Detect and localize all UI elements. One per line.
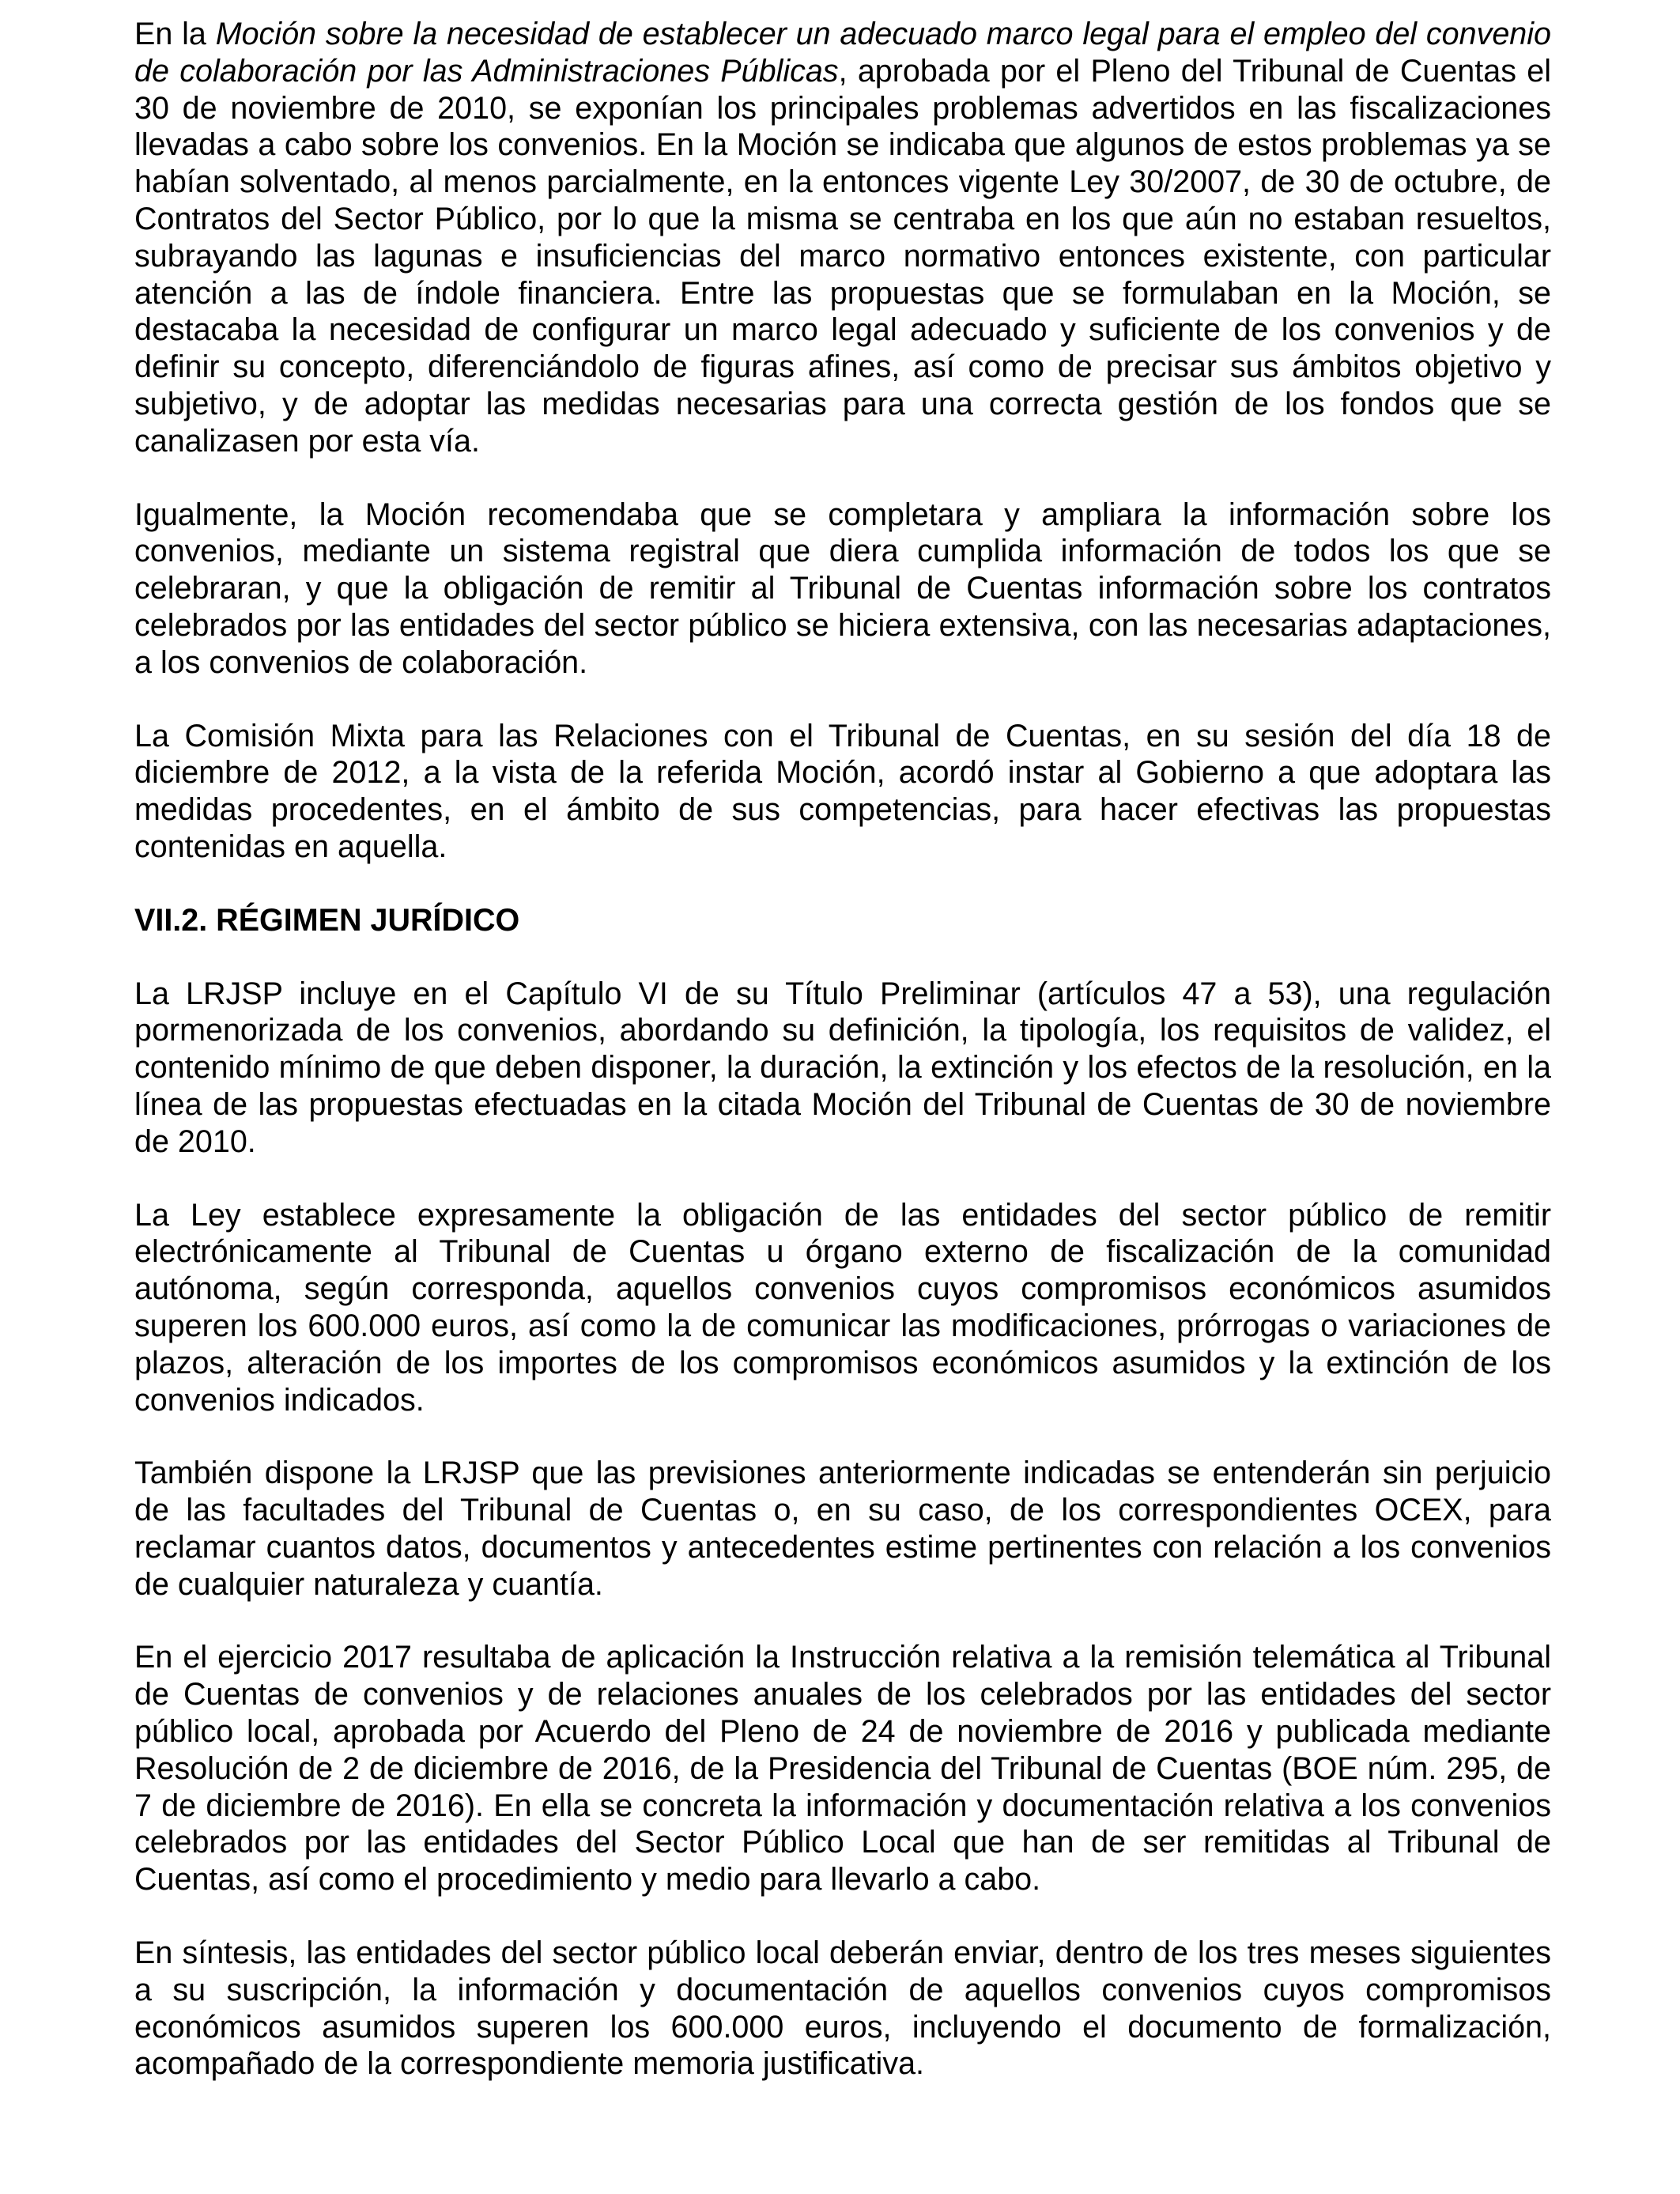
paragraph-obligacion: La Ley establece expresamente la obligación de las entidades del sector público de remitir electrónicamente al Tribunal de Cuentas u órgano externo de fiscalización de la comunidad autónoma, según corresponda, aquellos convenios cuyos compromisos económicos asumidos superen los 600.000 euros, así como la de comunicar las modificaciones, prórrogas o variaciones de plazos, alteración de los importes de los compromisos económicos asumidos y la extinción de los convenios indicados. bbox=[134, 1197, 1551, 1418]
paragraph-text: , aprobada por el Pleno del Tribunal de Cuentas el 30 de noviembre de 2010, se exponían los principales problemas advertidos en las fiscalizaciones llevadas a cabo sobre los convenios. En la Moción se indicaba que algunos de estos problemas ya se habían solventado, al menos parcialmente, en la entonces vigente Ley 30/2007, de 30 de octubre, de Contratos del Sector Público, por lo que la misma se centraba en los que aún no estaban resueltos, subrayando las lagunas e insuficiencias del marco normativo entonces existente, con particular atención a las de índole financiera. Entre las propuestas que se formulaban en la Moción, se destacaba la necesidad de configurar un marco legal adecuado y suficiente de los convenios y de definir su concepto, diferenciándolo de figuras afines, así como de precisar sus ámbitos objetivo y subjetivo, y de adoptar las medidas necesarias para una correcta gestión de los fondos que se canalizasen por esta vía. bbox=[134, 53, 1551, 459]
section-heading: VII.2. RÉGIMEN JURÍDICO bbox=[134, 902, 520, 938]
paragraph-comision-mixta: La Comisión Mixta para las Relaciones con el Tribunal de Cuentas, en su sesión del día 18 de diciembre de 2012, a la vista de la referida Moción, acordó instar al Gobierno a que adoptara las medidas procedentes, en el ámbito de sus competencias, para hacer efectivas las propuestas contenidas en aquella. bbox=[134, 718, 1551, 864]
paragraph-facultades: También dispone la LRJSP que las previsiones anteriormente indicadas se entenderán sin perjuicio de las facultades del Tribunal de Cuentas o, en su caso, de los correspondientes OCEX, para reclamar cuantos datos, documentos y antecedentes estime pertinentes con relación a los convenios de cualquier naturaleza y cuantía. bbox=[134, 1456, 1551, 1602]
paragraph-instruccion: En el ejercicio 2017 resultaba de aplicación la Instrucción relativa a la remisión telemática al Tribunal de Cuentas de convenios y de relaciones anuales de los celebrados por las entidades del sector público local, aprobada por Acuerdo del Pleno de 24 de noviembre de 2016 y publicada mediante Resolución de 2 de diciembre de 2016, de la Presidencia del Tribunal de Cuentas (BOE núm. 295, de 7 de diciembre de 2016). En ella se concreta la información y documentación relativa a los convenios celebrados por las entidades del Sector Público Local que han de ser remitidas al Tribunal de Cuentas, así como el procedimiento y medio para llevarlo a cabo. bbox=[134, 1640, 1551, 1898]
paragraph-recomendacion: Igualmente, la Moción recomendaba que se completara y ampliara la información sobre los convenios, mediante un sistema registral que diera cumplida información de todos los que se celebraran, y que la obligación de remitir al Tribunal de Cuentas información sobre los contratos celebrados por las entidades del sector público se hiciera extensiva, con las necesarias adaptaciones, a los convenios de colaboración. bbox=[134, 497, 1551, 680]
mocion-title: Moción sobre la necesidad de establecer un adecuado marco legal para el empleo del convenio de colaboración por las Administraciones Públicas bbox=[134, 17, 1551, 89]
paragraph-lrjsp: La LRJSP incluye en el Capítulo VI de su Título Preliminar (artículos 47 a 53), una regulación pormenorizada de los convenios, abordando su definición, la tipología, los requisitos de validez, el contenido mínimo de que deben disponer, la duración, la extinción y los efectos de la resolución, en la línea de las propuestas efectuadas en la citada Moción del Tribunal de Cuentas de 30 de noviembre de 2010. bbox=[134, 976, 1551, 1159]
paragraph-mocion bbox=[134, 16, 1551, 460]
paragraph-sintesis: En síntesis, las entidades del sector público local deberán enviar, dentro de los tres meses siguientes a su suscripción, la información y documentación de aquellos convenios cuyos compromisos económicos asumidos superen los 600.000 euros, incluyendo el documento de formalización, acompañado de la correspondiente memoria justificativa. bbox=[134, 1935, 1551, 2082]
document-page bbox=[134, 16, 1551, 2119]
paragraph-text: En la bbox=[134, 17, 216, 51]
